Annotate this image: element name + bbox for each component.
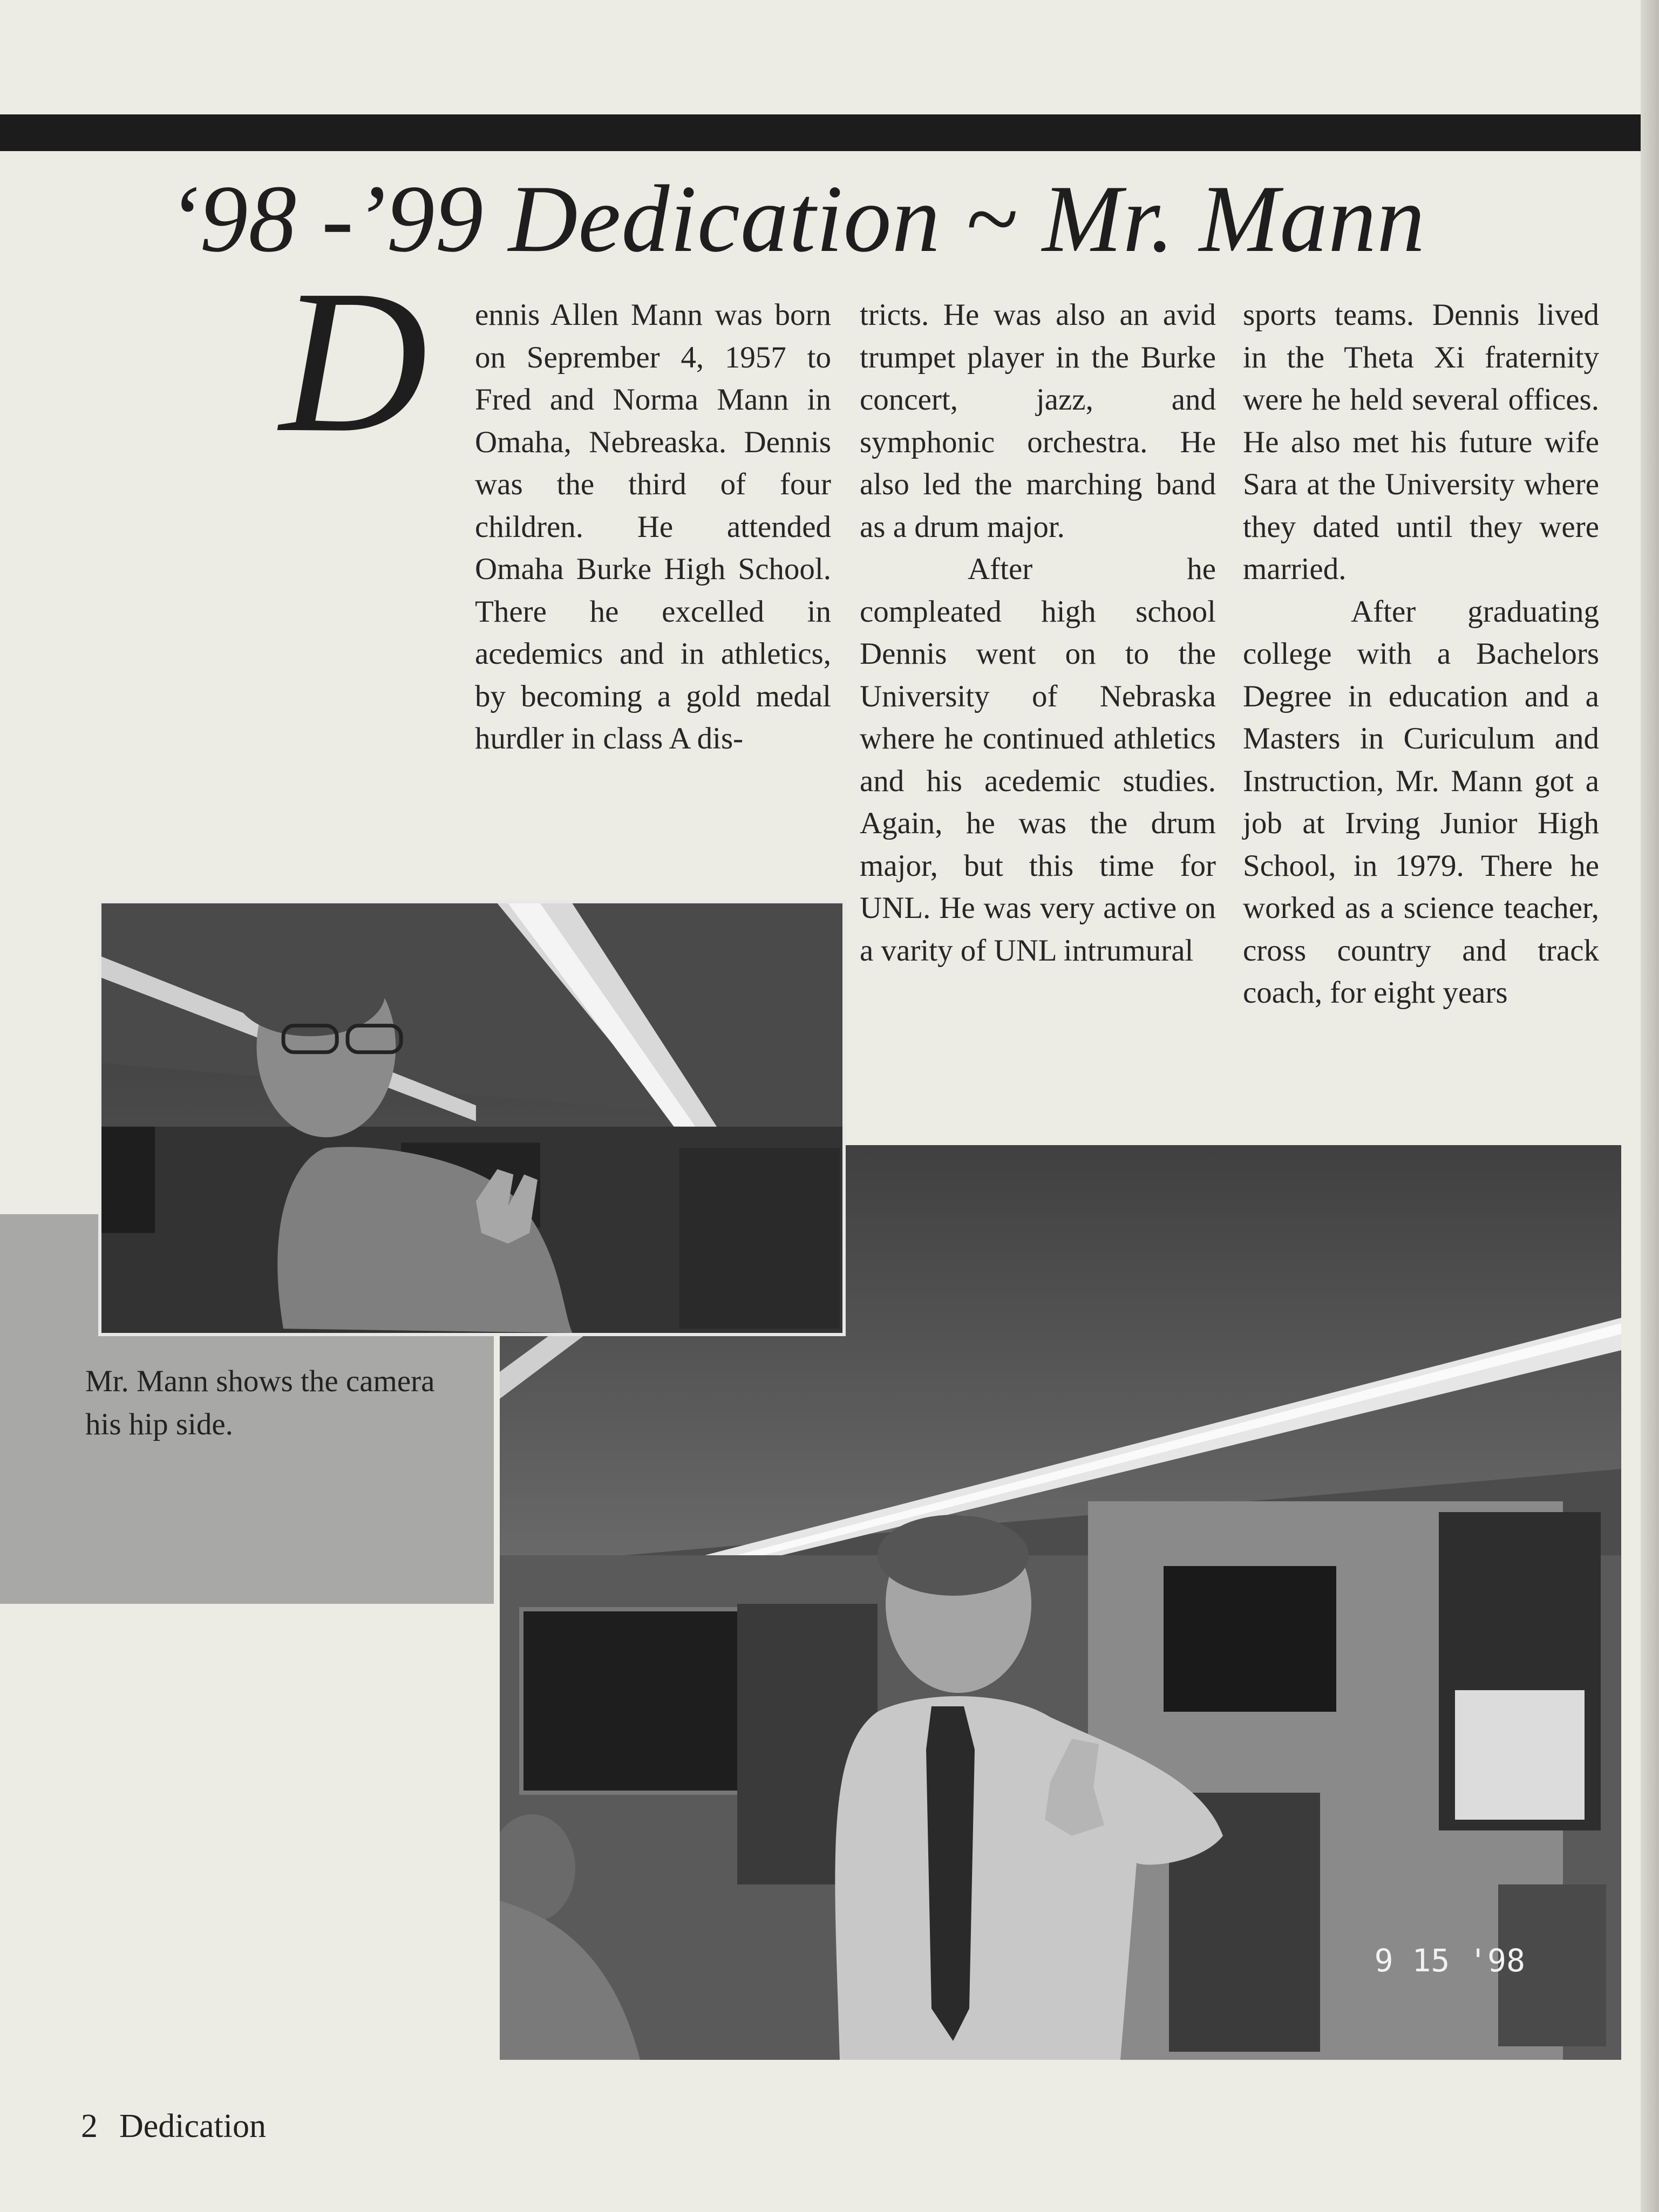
top-rule [0, 114, 1646, 151]
paragraph: ennis Allen Mann was born on Seprember 4, 1957 to Fred and Norma Mann in Omaha, Nebreaska. Dennis was the third of four children. He attended Omaha Burke High School. There he excelled in acedemics and in athletics, by becoming a gold medal hurdler in class A dis- [475, 298, 831, 756]
photo-peace-sign-image [101, 903, 842, 1333]
page-edge [1641, 0, 1659, 2212]
paragraph: tricts. He was also an avid trumpet player in the Burke concert, jazz, and symphonic orchestra. He also led the marching band as a drum major. [860, 298, 1216, 544]
page-footer [81, 2102, 567, 2150]
text-column-3 [1243, 294, 1599, 1015]
paragraph: sports teams. Dennis lived in the Theta Xi fraternity were he held several offices. He also met his future wife Sara at the University where they dated until they were married. [1243, 298, 1599, 586]
text-column-2 [860, 294, 1216, 972]
photo-caption: Mr. Mann shows the camera his hip side. [85, 1364, 435, 1441]
photo-date-stamp: 9 15 '98 [1374, 1942, 1525, 1979]
section-name: Dedication [119, 2108, 267, 2145]
page-title: ‘98 -’99 Dedication ~ Mr. Mann [167, 165, 1426, 272]
drop-cap: D [280, 248, 428, 475]
text-column-1 [475, 294, 831, 760]
paragraph: After he compleated high school Dennis went on to the University of Nebraska where he continued athletics and his acedemic studies. Again, he was the drum major, but this time for UNL. He was very active on a varity of UNL intrumural [860, 552, 1216, 968]
page-number: 2 [81, 2108, 98, 2145]
paragraph: After graduating college with a Bachelors Degree in education and a Masters in Curiculum and Instruction, Mr. Mann got a job at Irving Junior High School, in 1979. There he worked as a science teacher, cross country and track coach, for eight years [1243, 594, 1599, 1010]
photo-peace-sign [98, 900, 846, 1336]
